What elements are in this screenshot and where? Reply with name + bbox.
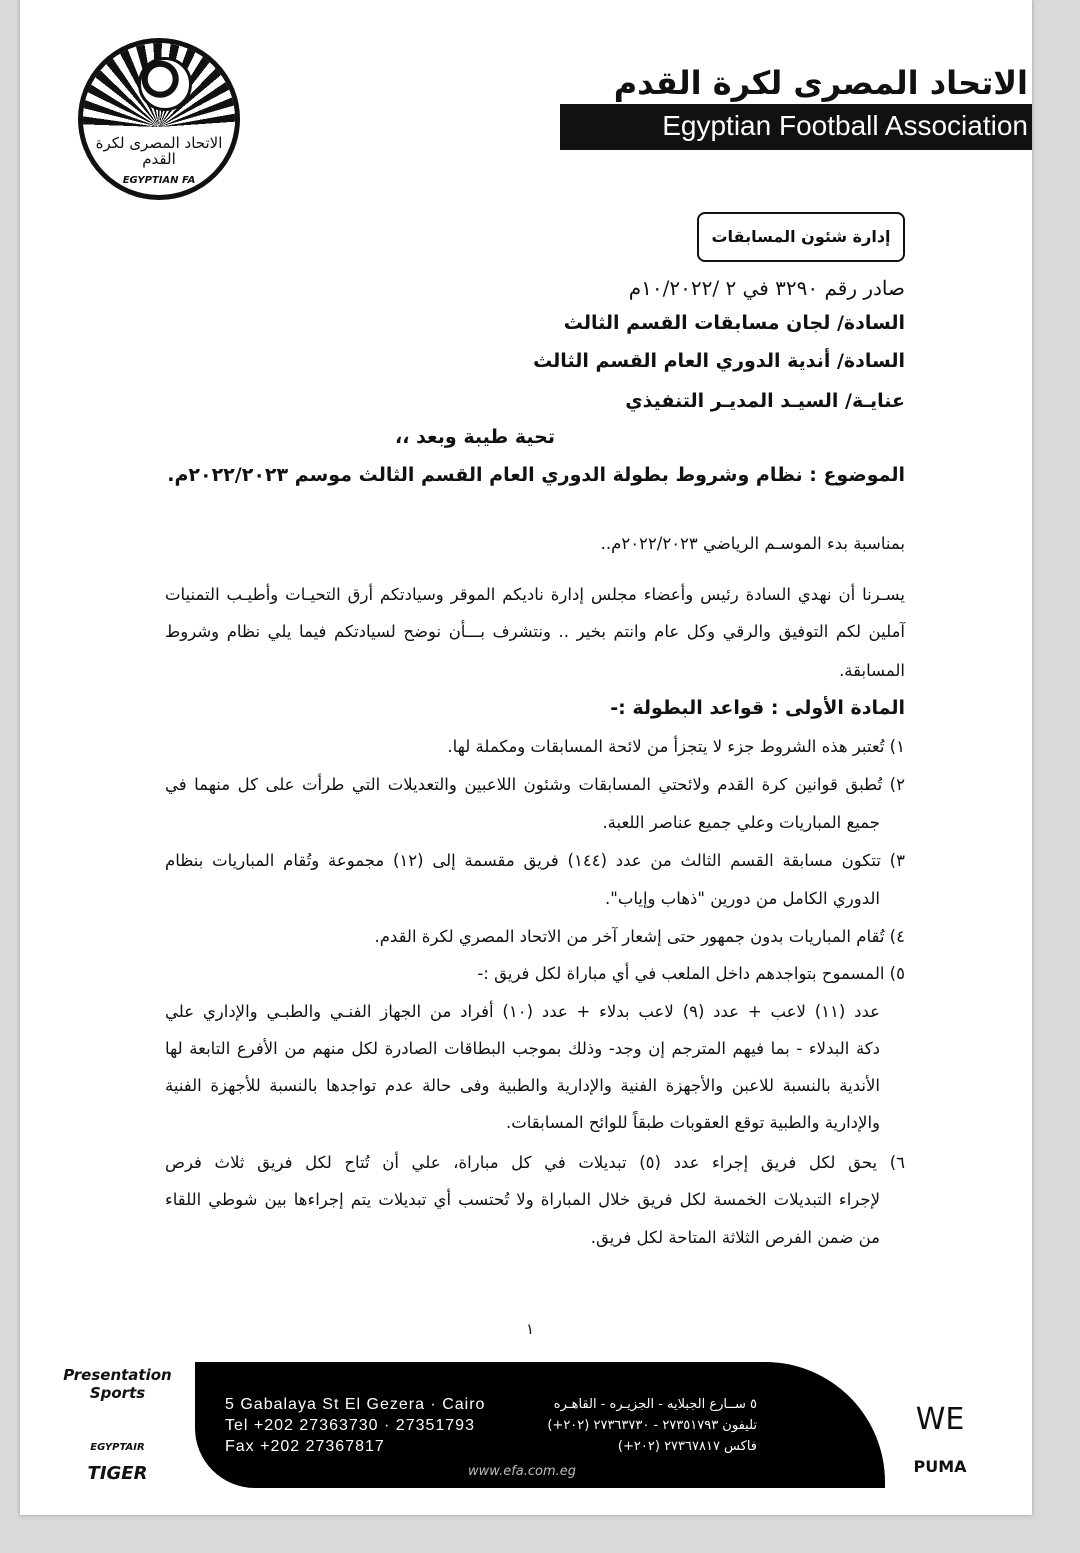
article-line: ٢) تُطبق قوانين كرة القدم ولائحتي المسابقات وشئون اللاعبين والتعديلات التي طرأت على كل منهما في	[165, 775, 905, 794]
article-line: ٣) تتكون مسابقة القسم الثالث من عدد (١٤٤) فريق مقسمة إلى (١٢) مجموعة وتُقام المباريات بنظام	[165, 851, 905, 870]
article-line: والإدارية والطبية توقع العقوبات طبقاً للوائح المسابقات.	[505, 1113, 880, 1132]
greeting: تحية طيبة وبعد ،،	[395, 426, 555, 448]
article-line: لإجراء التبديلات الخمسة لكل فريق خلال المباراة ولا تُحتسب أي تبديلات يتم إجراءها بين شوطي اللقاء	[165, 1190, 880, 1209]
address-en: 5 Gabalaya St El Gezera · Cairo	[225, 1396, 486, 1413]
address-ar: ٥ ســارع الجبلايه - الجزيـره - القاهـره	[553, 1397, 757, 1412]
tiger-logo: TIGER	[87, 1463, 148, 1484]
efa-logo	[78, 38, 240, 200]
fax-en: Fax +202 27367817	[225, 1438, 385, 1455]
letterhead-footer	[20, 1362, 1032, 1488]
article-line: جميع المباريات وعلي جميع عناصر اللعبة.	[602, 813, 880, 832]
intro-line: يسـرنا أن نهدي السادة رئيس وأعضاء مجلس إدارة ناديكم الموقر وسيادتكم أرق التحيـات وأطيـب التمنيات	[165, 585, 905, 604]
article-line: من ضمن الفرص الثلاثة المتاحة لكل فريق.	[590, 1228, 880, 1247]
article-line: دكة البدلاء - بما فيهم المترجم إن وجد- وذلك بموجب البطاقات الصادرة لكل منهم من الأفرع التابعة لها	[165, 1039, 880, 1058]
subject-line: الموضوع : نظام وشروط بطولة الدوري العام القسم الثالث موسم ٢٠٢٢/٢٠٢٣م.	[167, 464, 905, 486]
presentation-sports-logo: Presentation Sports	[63, 1366, 172, 1402]
footer-contact-english	[225, 1394, 485, 1457]
page-number: ١	[526, 1320, 535, 1338]
occasion-line: بمناسبة بدء الموسـم الرياضي ٢٠٢٢/٢٠٢٣م..	[600, 534, 905, 553]
we-logo: WE	[915, 1402, 965, 1437]
issue-number-line: صادر رقم ٣٢٩٠ في ٢ /١٠/٢٠٢٢م	[628, 276, 905, 300]
logo-arabic-text: الاتحاد المصرى لكرة القدم	[95, 134, 223, 168]
sponsors-left	[50, 1362, 185, 1484]
tel-en: Tel +202 27363730 · 27351793	[225, 1417, 475, 1434]
recipient-line: عنايـة/ السيـد المديـر التنفيذي	[625, 390, 905, 412]
website-link: www.efa.com.eg	[468, 1464, 577, 1479]
article-line: ٦) يحق لكل فريق إجراء عدد (٥) تبديلات في كل مباراة، علي أن تُتاح لكل فريق ثلاث فرص	[165, 1153, 906, 1172]
egyptair-logo: EGYPTAIR	[90, 1442, 145, 1453]
article-line: ٥) المسموح بتواجدهم داخل الملعب في أي مباراة لكل فريق :-	[477, 964, 905, 983]
header-title-arabic: الاتحاد المصرى لكرة القدم	[613, 64, 1028, 102]
sponsors-right	[905, 1362, 975, 1476]
recipient-line: السادة/ لجان مسابقات القسم الثالث	[563, 312, 905, 334]
football-icon	[138, 57, 192, 111]
article-title: المادة الأولى : قواعد البطولة :-	[610, 697, 905, 719]
recipient-line: السادة/ أندية الدوري العام القسم الثالث	[533, 350, 905, 372]
department-box: إدارة شئون المسابقات	[697, 212, 905, 262]
header-title-english: Egyptian Football Association	[560, 104, 1032, 150]
article-line: الأندية بالنسبة للاعبن والأجهزة الفنية والإدارية والطبية وفى حالة عدم تواجدها بالنسبة للأجهزة الفنية	[165, 1076, 880, 1095]
footer-contact-arabic	[547, 1394, 757, 1457]
article-line: ٤) تُقام المباريات بدون جمهور حتى إشعار آخر من الاتحاد المصري لكرة القدم.	[374, 927, 905, 946]
tel-ar: تليفون ٢٧٣٥١٧٩٣ - ٢٧٣٦٣٧٣٠ (٢٠٢+)	[547, 1418, 757, 1433]
puma-logo: PUMA	[913, 1457, 967, 1476]
logo-english-text: EGYPTIAN FA	[122, 175, 196, 186]
article-line: الدوري الكامل من دورين "ذهاب وإياب".	[604, 889, 880, 908]
fax-ar: فاكس ٢٧٣٦٧٨١٧ (٢٠٢+)	[617, 1439, 757, 1454]
article-line: ١) تُعتبر هذه الشروط جزء لا يتجزأ من لائحة المسابقات ومكملة لها.	[447, 737, 905, 756]
intro-line: آملين لكم التوفيق والرقي وكل عام وانتم بخير .. ونتشرف بـــأن نوضح لسيادتكم فيما يلي نظام وشروط	[165, 622, 905, 641]
article-line: عدد (١١) لاعب + عدد (٩) لاعب بدلاء + عدد (١٠) أفراد من الجهاز الفنـي والطبـي والإداري علي	[165, 1002, 880, 1021]
intro-line: المسابقة.	[839, 661, 905, 680]
